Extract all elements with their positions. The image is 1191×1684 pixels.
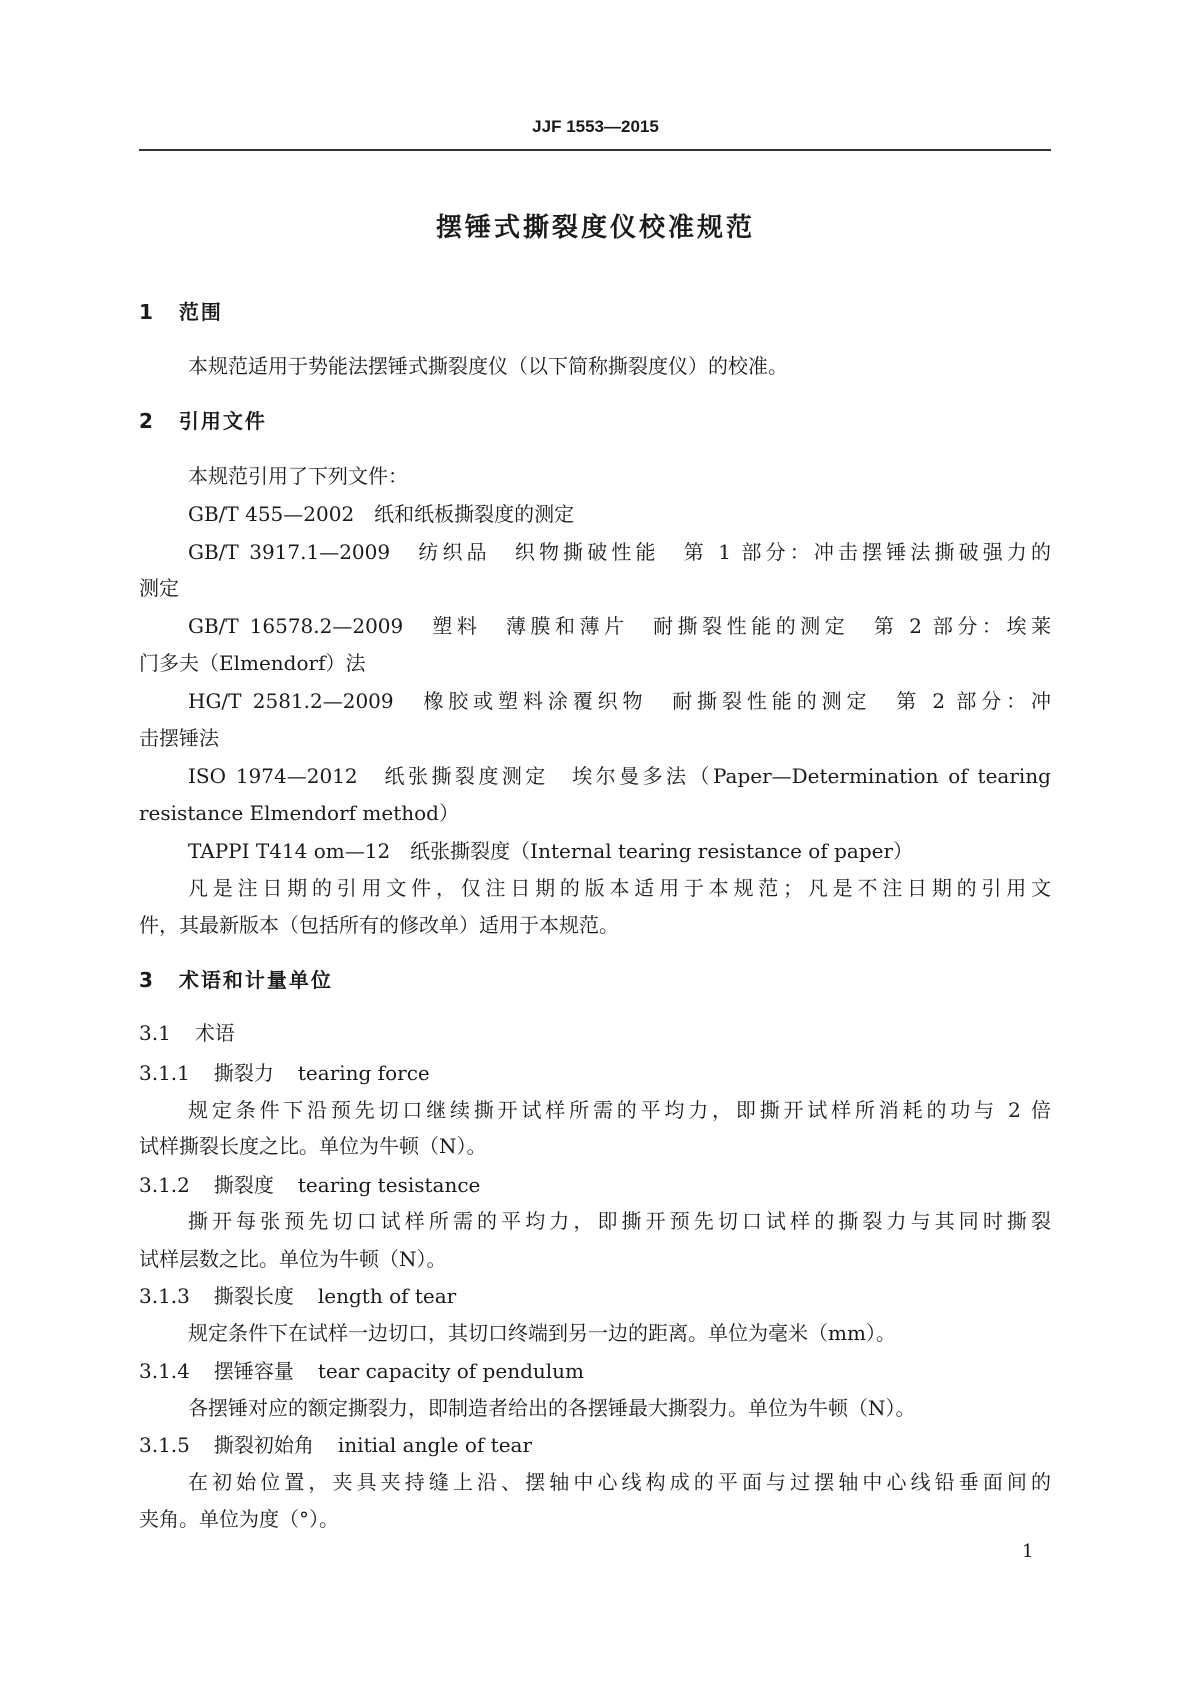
section-1-heading	[139, 299, 223, 325]
paragraph-line: 件，其最新版本（包括所有的修改单）适用于本规范。	[139, 913, 619, 937]
page-number: 1	[1022, 1541, 1034, 1562]
term-zh: 撕裂力	[213, 1061, 274, 1085]
header-rule	[139, 149, 1051, 151]
term-zh: 摆锤容量	[213, 1359, 294, 1383]
section-number: 3	[139, 968, 155, 992]
term-en: tearing tesistance	[297, 1173, 481, 1197]
term-number: 3.1.2	[139, 1173, 190, 1197]
section-title: 术语和计量单位	[178, 968, 333, 992]
section-2-heading	[139, 408, 267, 434]
term-en: initial angle of tear	[337, 1433, 533, 1457]
term-definition-line: 试样撕裂长度之比。单位为牛顿（N）。	[139, 1134, 487, 1158]
term-number: 3.1.5	[139, 1433, 190, 1457]
term-definition-line: 试样层数之比。单位为牛顿（N）。	[139, 1247, 447, 1271]
section-title: 范围	[178, 300, 223, 324]
term-heading	[139, 1358, 584, 1384]
reference-line: TAPPI T414 om—12 纸张撕裂度（Internal tearing resistance of paper）	[188, 839, 914, 863]
reference-line: ISO 1974—2012 纸张撕裂度测定 埃尔曼多法（Paper—Determination of tearing	[188, 764, 1051, 788]
term-zh: 撕裂度	[213, 1173, 274, 1197]
term-en: tear capacity of pendulum	[317, 1359, 584, 1383]
reference-line: 测定	[139, 576, 179, 600]
term-heading	[139, 1432, 532, 1458]
term-definition-line: 规定条件下在试样一边切口，其切口终端到另一边的距离。单位为毫米（mm）。	[188, 1321, 896, 1345]
term-definition-line: 夹角。单位为度（°）。	[139, 1507, 339, 1531]
section-title: 引用文件	[178, 409, 267, 433]
term-en: tearing force	[297, 1061, 430, 1085]
reference-line: GB/T 16578.2—2009 塑料 薄膜和薄片 耐撕裂性能的测定 第 2 部分：埃莱	[188, 614, 1051, 638]
term-definition-line: 在初始位置，夹具夹持缝上沿、摆轴中心线构成的平面与过摆轴中心线铅垂面间的	[188, 1470, 1051, 1494]
paragraph-line: 凡是注日期的引用文件，仅注日期的版本适用于本规范；凡是不注日期的引用文	[188, 876, 1051, 900]
term-number: 3.1.4	[139, 1359, 190, 1383]
term-number: 3.1.1	[139, 1061, 190, 1085]
reference-line: HG/T 2581.2—2009 橡胶或塑料涂覆织物 耐撕裂性能的测定 第 2 部分：冲	[188, 689, 1051, 713]
subsection-title: 术语	[194, 1021, 235, 1045]
reference-line: 击摆锤法	[139, 726, 219, 750]
term-heading	[139, 1283, 456, 1309]
term-en: length of tear	[317, 1284, 457, 1308]
reference-line: GB/T 3917.1—2009 纺织品 织物撕破性能 第 1 部分：冲击摆锤法撕破强力的	[188, 540, 1051, 564]
section-3-heading	[139, 967, 333, 993]
term-definition-line: 撕开每张预先切口试样所需的平均力，即撕开预先切口试样的撕裂力与其同时撕裂	[188, 1209, 1051, 1233]
paragraph: 本规范适用于势能法摆锤式撕裂度仪（以下简称撕裂度仪）的校准。	[188, 354, 788, 378]
paragraph: 本规范引用了下列文件：	[188, 464, 408, 488]
reference-line: resistance Elmendorf method）	[139, 801, 459, 825]
term-heading	[139, 1060, 430, 1086]
term-heading	[139, 1172, 480, 1198]
subsection-heading	[139, 1020, 235, 1046]
subsection-number: 3.1	[139, 1021, 171, 1045]
document-code-header: JJF 1553—2015	[532, 117, 659, 136]
reference-line: 门多夫（Elmendorf）法	[139, 651, 366, 675]
term-zh: 撕裂初始角	[213, 1433, 314, 1457]
reference-line: GB/T 455—2002 纸和纸板撕裂度的测定	[188, 502, 575, 526]
term-definition-line: 各摆锤对应的额定撕裂力，即制造者给出的各摆锤最大撕裂力。单位为牛顿（N）。	[188, 1396, 916, 1420]
term-zh: 撕裂长度	[213, 1284, 294, 1308]
term-definition-line: 规定条件下沿预先切口继续撕开试样所需的平均力，即撕开试样所消耗的功与 2 倍	[188, 1098, 1051, 1122]
section-number: 1	[139, 300, 155, 324]
term-number: 3.1.3	[139, 1284, 190, 1308]
section-number: 2	[139, 409, 155, 433]
document-title: 摆锤式撕裂度仪校准规范	[435, 213, 755, 243]
